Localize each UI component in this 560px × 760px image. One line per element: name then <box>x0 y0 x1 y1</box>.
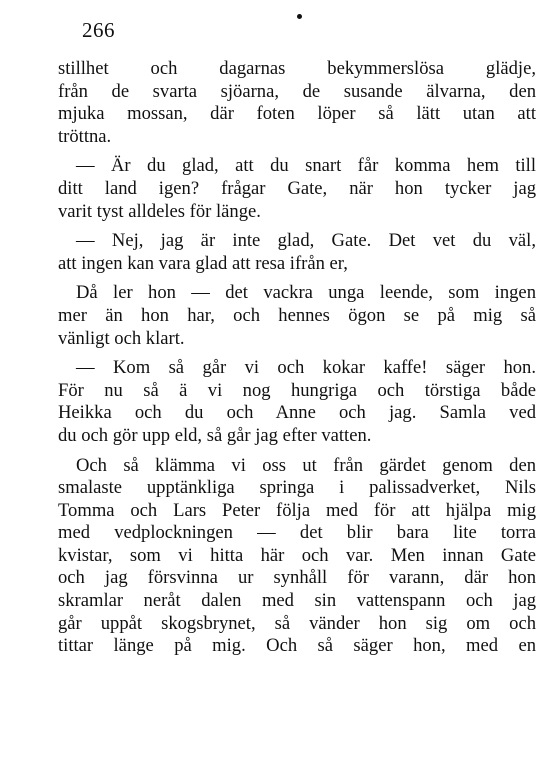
text-line: Tomma och Lars Peter följa med för att hjälpa mig <box>58 499 536 521</box>
text-line: Och så klämma vi oss ut från gärdet genom den <box>76 454 536 476</box>
text-line: mjuka mossan, där foten löper så lätt utan att <box>58 103 536 125</box>
paragraph-3 <box>58 230 536 275</box>
text-line: varit tyst alldeles för länge. <box>58 200 261 222</box>
text-line: att ingen kan vara glad att resa ifrån er, <box>58 252 348 274</box>
text-line: Heikka och du och Anne och jag. Samla ved <box>58 402 536 424</box>
text-line: från de svarta sjöarna, de susande älvarna, den <box>58 80 536 102</box>
text-line: med vedplockningen — det blir bara lite torra <box>58 522 536 544</box>
text-line: Då ler hon — det vackra unga leende, som ingen <box>76 282 536 304</box>
page-number: 266 <box>82 18 115 42</box>
body-text <box>58 58 536 658</box>
text-line: ditt land igen? frågar Gate, när hon tycker jag <box>58 177 536 199</box>
paragraph-5 <box>58 357 536 447</box>
text-line: kvistar, som vi hitta här och var. Men innan Gate <box>58 544 536 566</box>
paragraph-4 <box>58 282 536 350</box>
text-line: tröttna. <box>58 125 112 147</box>
text-line: du och gör upp eld, så går jag efter vatten. <box>58 424 372 446</box>
text-line: stillhet och dagarnas bekymmerslösa glädje, <box>58 58 536 79</box>
paragraph-6 <box>58 455 536 658</box>
paragraph-2 <box>58 155 536 223</box>
text-line: mer än hon har, och hennes ögon se på mig så <box>58 304 536 326</box>
paragraph-1 <box>58 58 536 148</box>
text-line: — Nej, jag är inte glad, Gate. Det vet du väl, <box>76 230 536 252</box>
text-line: och jag försvinna ur synhåll för varann, där hon <box>58 567 536 589</box>
text-line: skramlar neråt dalen med sin vattenspann och jag <box>58 590 536 612</box>
text-line: smalaste upptänkliga springa i palissadverket, Nils <box>58 477 536 499</box>
print-speck <box>297 14 302 19</box>
text-line: vänligt och klart. <box>58 327 185 349</box>
text-line: — Kom så går vi och kokar kaffe! säger hon. <box>76 357 536 379</box>
text-line: går uppåt skogsbrynet, så vänder hon sig om och <box>58 612 536 634</box>
text-line: — Är du glad, att du snart får komma hem till <box>76 155 536 177</box>
text-line: tittar länge på mig. Och så säger hon, med en <box>58 635 536 657</box>
text-line: För nu så ä vi nog hungriga och törstiga både <box>58 379 536 401</box>
